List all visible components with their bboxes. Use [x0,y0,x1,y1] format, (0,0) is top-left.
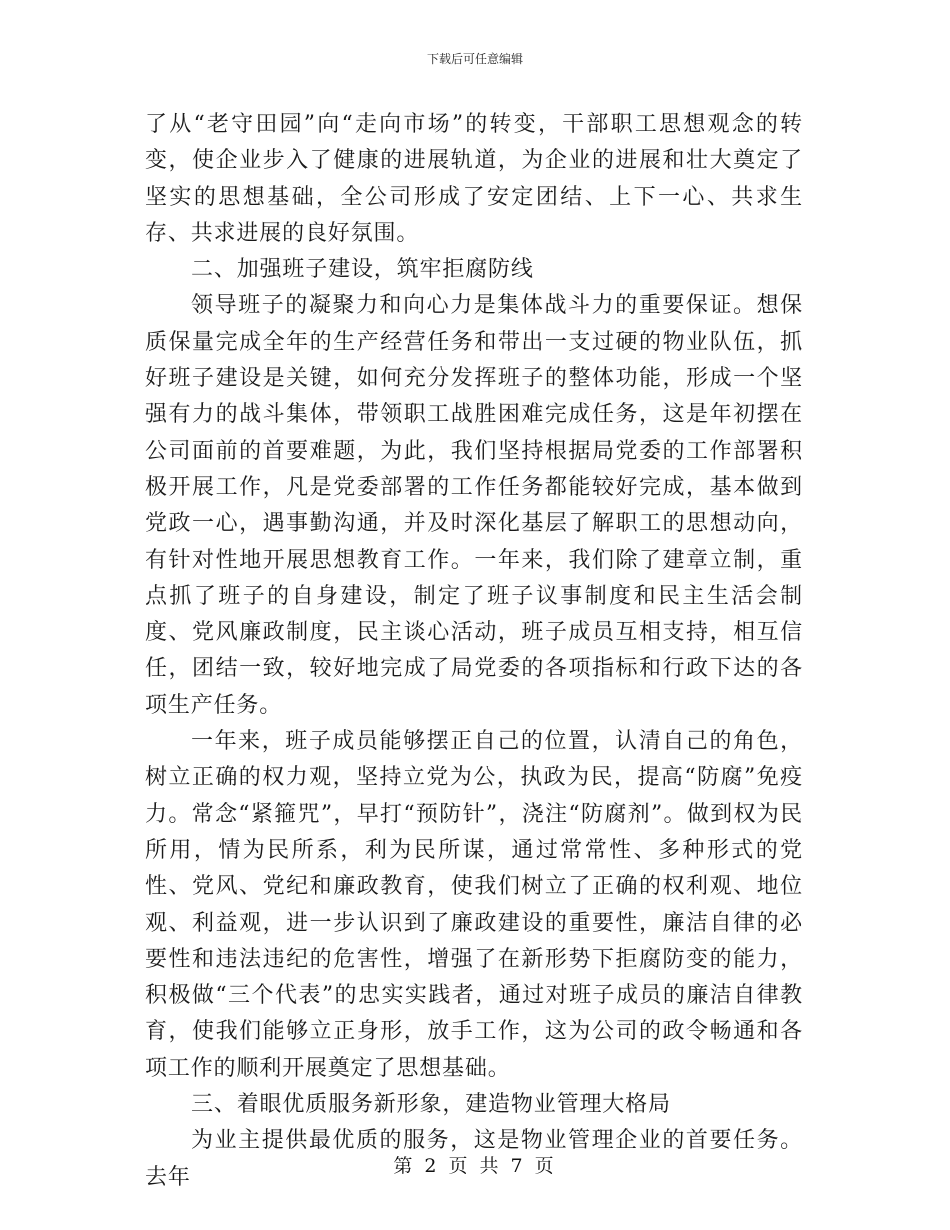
section-heading-2: 二、加强班子建设，筑牢拒腐防线 [191,257,534,283]
body-paragraph: 一年来，班子成员能够摆正自己的位置，认清自己的角色，树立正确的权力观，坚持立党为公，执政为民，提高“防腐”免疫力。常念“紧箍咒”，早打“预防针”，浇注“防腐剂”。做到权为民所用，情为民所系，利为民所谋，通过常常性、多种形式的党性、党风、党纪和廉政教育，使我们树立了正确的权利观、地位观、利益观，进一步认识到了廉政建设的重要性，廉洁自律的必要性和违法违纪的危害性，增强了在新形势下拒腐防变的能力，积极做“三个代表”的忠实实践者，通过对班子成员的廉洁自律教育，使我们能够立正身形，放手工作，这为公司的政令畅通和各项工作的顺利开展奠定了思想基础。 [145,729,803,1081]
body-paragraph-continued: 了从“老守田园”向“走向市场”的转变，干部职工思想观念的转变，使企业步入了健康的进展轨道，为企业的进展和壮大奠定了坚实的思想基础，全公司形成了安定团结、上下一心、共求生存、共求进展的良好氛围。 [145,112,803,246]
page-header-note: 下载后可任意编辑 [426,52,523,66]
body-paragraph: 领导班子的凝聚力和向心力是集体战斗力的重要保证。想保质保量完成全年的生产经营任务和带出一支过硬的物业队伍，抓好班子建设是关键，如何充分发挥班子的整体功能，形成一个坚强有力的战斗集体，带领职工战胜困难完成任务，这是年初摆在公司面前的首要难题，为此，我们坚持根据局党委的工作部署积极开展工作，凡是党委部署的工作任务都能较好完成，基本做到党政一心，遇事勤沟通，并及时深化基层了解职工的思想动向，有针对性地开展思想教育工作。一年来，我们除了建章立制，重点抓了班子的自身建设，制定了班子议事制度和民主生活会制度、党风廉政制度，民主谈心活动，班子成员互相支持，相互信任，团结一致，较好地完成了局党委的各项指标和行政下达的各项生产任务。 [145,293,803,718]
section-heading-3: 三、着眼优质服务新形象，建造物业管理大格局 [191,1092,671,1118]
page-number-footer: 第 2 页 共 7 页 [393,1155,557,1177]
document-body [145,107,803,1196]
body-paragraph: 为业主提供最优质的服务，这是物业管理企业的首要任务。去年 [145,1128,803,1190]
